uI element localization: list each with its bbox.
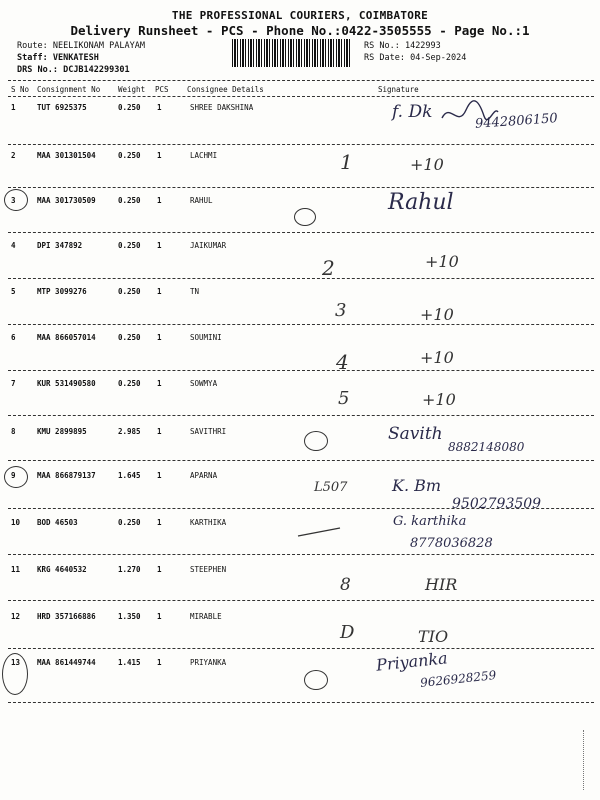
cell-pcs: 1	[157, 471, 162, 480]
row-divider	[8, 460, 594, 461]
circled-sno-13	[2, 653, 28, 695]
handwritten-stamp-row-13	[304, 670, 328, 690]
handwritten-letter-row-12: D	[340, 622, 355, 643]
rs-no-line	[364, 40, 441, 52]
handwritten-number-row-2: 1	[340, 150, 353, 174]
handwritten-number-row-7: 5	[338, 388, 350, 409]
cell-consignee: SHREE DAKSHINA	[190, 103, 254, 112]
cell-sno: 12	[11, 612, 21, 621]
handwritten-mark-row-12: TIO	[418, 627, 449, 646]
row-divider	[8, 370, 594, 371]
column-weight: Weight	[118, 85, 146, 94]
handwritten-mark-row-2: +10	[410, 155, 444, 174]
column-consignment: Consignment No	[37, 85, 101, 94]
staff-label: Staff:	[17, 53, 48, 63]
cell-consignment: MAA 866057014	[37, 333, 96, 342]
cell-sno: 11	[11, 565, 21, 574]
cell-sno: 3	[11, 196, 16, 205]
cell-consignee: STEEPHEN	[190, 565, 227, 574]
signature-row-8: Savith	[388, 424, 443, 444]
handwritten-mark-row-5: +10	[420, 305, 454, 324]
cell-sno: 5	[11, 287, 16, 296]
column-consignee: Consignee Details	[187, 85, 264, 94]
signature-row-3: Rahul	[388, 190, 454, 215]
handwritten-mark-row-6: +10	[420, 348, 454, 367]
cell-consignment: TUT 6925375	[37, 103, 87, 112]
cell-consignment: MTP 3099276	[37, 287, 87, 296]
cell-consignment: MAA 861449744	[37, 658, 96, 667]
cell-sno: 13	[11, 658, 21, 667]
handwritten-mark-row-11: HIR	[425, 575, 458, 594]
cell-pcs: 1	[157, 565, 162, 574]
handwritten-mark-row-4: +10	[425, 252, 459, 271]
cell-consignee: PRIYANKA	[190, 658, 227, 667]
cell-consignee: SOWMYA	[190, 379, 218, 388]
cell-pcs: 1	[157, 103, 162, 112]
cell-pcs: 1	[157, 333, 162, 342]
cell-consignment: KMU 2899895	[37, 427, 87, 436]
cell-consignment: BOD 46503	[37, 518, 78, 527]
staff-line	[17, 52, 99, 64]
cell-consignee: TN	[190, 287, 200, 296]
cell-consignee: KARTHIKA	[190, 518, 227, 527]
rs-no-value: 1422993	[404, 41, 441, 51]
row-divider	[8, 554, 594, 555]
row-divider	[8, 648, 594, 649]
cell-pcs: 1	[157, 427, 162, 436]
cell-pcs: 1	[157, 241, 162, 250]
phone-row-1: 9442806150	[474, 111, 559, 132]
cell-weight: 0.250	[118, 379, 141, 388]
cell-pcs: 1	[157, 196, 162, 205]
company-name: THE PROFESSIONAL COURIERS, COIMBATORE	[171, 9, 429, 22]
cell-weight: 0.250	[118, 241, 141, 250]
rs-no-label: RS No.:	[364, 41, 400, 51]
signature-row-10: G. karthika	[393, 514, 467, 529]
handwritten-stamp-row-3	[294, 208, 316, 226]
handwritten-note-row-9: L507	[314, 480, 348, 495]
cell-sno: 7	[11, 379, 16, 388]
phone-row-9: 9502793509	[452, 496, 542, 512]
column-sno: S No	[11, 85, 30, 94]
cell-sno: 4	[11, 241, 16, 250]
row-divider	[8, 415, 594, 416]
cell-sno: 9	[11, 471, 16, 480]
drs-value: DCJB142299301	[63, 65, 130, 75]
phone-row-13: 9626928259	[419, 668, 497, 690]
cell-pcs: 1	[157, 518, 162, 527]
phone-row-10: 8778036828	[410, 536, 493, 551]
cell-weight: 0.250	[118, 518, 141, 527]
handwritten-number-row-5: 3	[335, 300, 347, 321]
handwritten-number-row-4: 2	[322, 256, 335, 280]
row-divider	[8, 702, 594, 703]
row-divider	[8, 600, 594, 601]
cell-pcs: 1	[157, 612, 162, 621]
cell-weight: 0.250	[118, 151, 141, 160]
route-line	[17, 40, 145, 52]
cell-consignee: MIRABLE	[190, 612, 222, 621]
column-signature: Signature	[378, 85, 419, 94]
drs-line	[17, 64, 130, 76]
rs-date-label: RS Date:	[364, 53, 405, 63]
rs-date-value: 04-Sep-2024	[410, 53, 467, 63]
cell-weight: 1.350	[118, 612, 141, 621]
cell-weight: 0.250	[118, 287, 141, 296]
cell-consignment: KRG 4640532	[37, 565, 87, 574]
cell-sno: 2	[11, 151, 16, 160]
handwritten-mark-row-7: +10	[422, 390, 456, 409]
cell-sno: 8	[11, 427, 16, 436]
cell-weight: 1.645	[118, 471, 141, 480]
cell-pcs: 1	[157, 151, 162, 160]
cell-weight: 1.270	[118, 565, 141, 574]
row-divider	[8, 187, 594, 188]
cell-weight: 0.250	[118, 196, 141, 205]
handwritten-dash-row-10	[296, 524, 342, 540]
header-divider-bottom	[8, 96, 594, 97]
column-pcs: PCS	[155, 85, 169, 94]
cell-consignee: APARNA	[190, 471, 218, 480]
signature-row-1: f. Dk	[392, 102, 433, 122]
cell-consignee: JAIKUMAR	[190, 241, 227, 250]
header-divider-top	[8, 80, 594, 81]
cell-weight: 0.250	[118, 103, 141, 112]
cell-consignment: KUR 531490580	[37, 379, 96, 388]
signature-row-13: Priyanka	[375, 648, 449, 675]
phone-row-8: 8882148080	[448, 440, 525, 454]
cell-consignment: DPI 347892	[37, 241, 83, 250]
staff-value: VENKATESH	[52, 53, 99, 63]
cell-sno: 1	[11, 103, 16, 112]
cell-consignee: SAVITHRI	[190, 427, 227, 436]
cell-consignment: HRD 357166886	[37, 612, 96, 621]
circled-sno-3	[4, 189, 28, 211]
barcode	[232, 39, 350, 67]
row-divider	[8, 324, 594, 325]
cell-pcs: 1	[157, 658, 162, 667]
cell-pcs: 1	[157, 379, 162, 388]
row-divider	[8, 232, 594, 233]
cell-consignment: MAA 301730509	[37, 196, 96, 205]
cell-consignee: SOUMINI	[190, 333, 222, 342]
drs-label: DRS No.:	[17, 65, 58, 75]
cell-consignee: LACHMI	[190, 151, 218, 160]
runsheet-title: Delivery Runsheet - PCS - Phone No.:0422-3505555 - Page No.:1	[70, 23, 530, 38]
cell-weight: 0.250	[118, 333, 141, 342]
cell-weight: 1.415	[118, 658, 141, 667]
handwritten-stamp-row-8	[304, 431, 328, 451]
scan-edge-mark	[583, 730, 585, 790]
signature-row-9: K. Bm	[392, 476, 442, 495]
cell-weight: 2.985	[118, 427, 141, 436]
rs-date-line	[364, 52, 466, 64]
cell-sno: 6	[11, 333, 16, 342]
handwritten-number-row-11: 8	[340, 575, 351, 595]
cell-consignee: RAHUL	[190, 196, 213, 205]
cell-pcs: 1	[157, 287, 162, 296]
circled-sno-9	[4, 466, 28, 488]
route-label: Route:	[17, 41, 48, 51]
row-divider	[8, 278, 594, 279]
row-divider	[8, 144, 594, 145]
cell-consignment: MAA 866879137	[37, 471, 96, 480]
cell-consignment: MAA 301301504	[37, 151, 96, 160]
cell-sno: 10	[11, 518, 21, 527]
route-value: NEELIKONAM PALAYAM	[52, 41, 145, 51]
handwritten-number-row-6: 4	[336, 350, 349, 374]
